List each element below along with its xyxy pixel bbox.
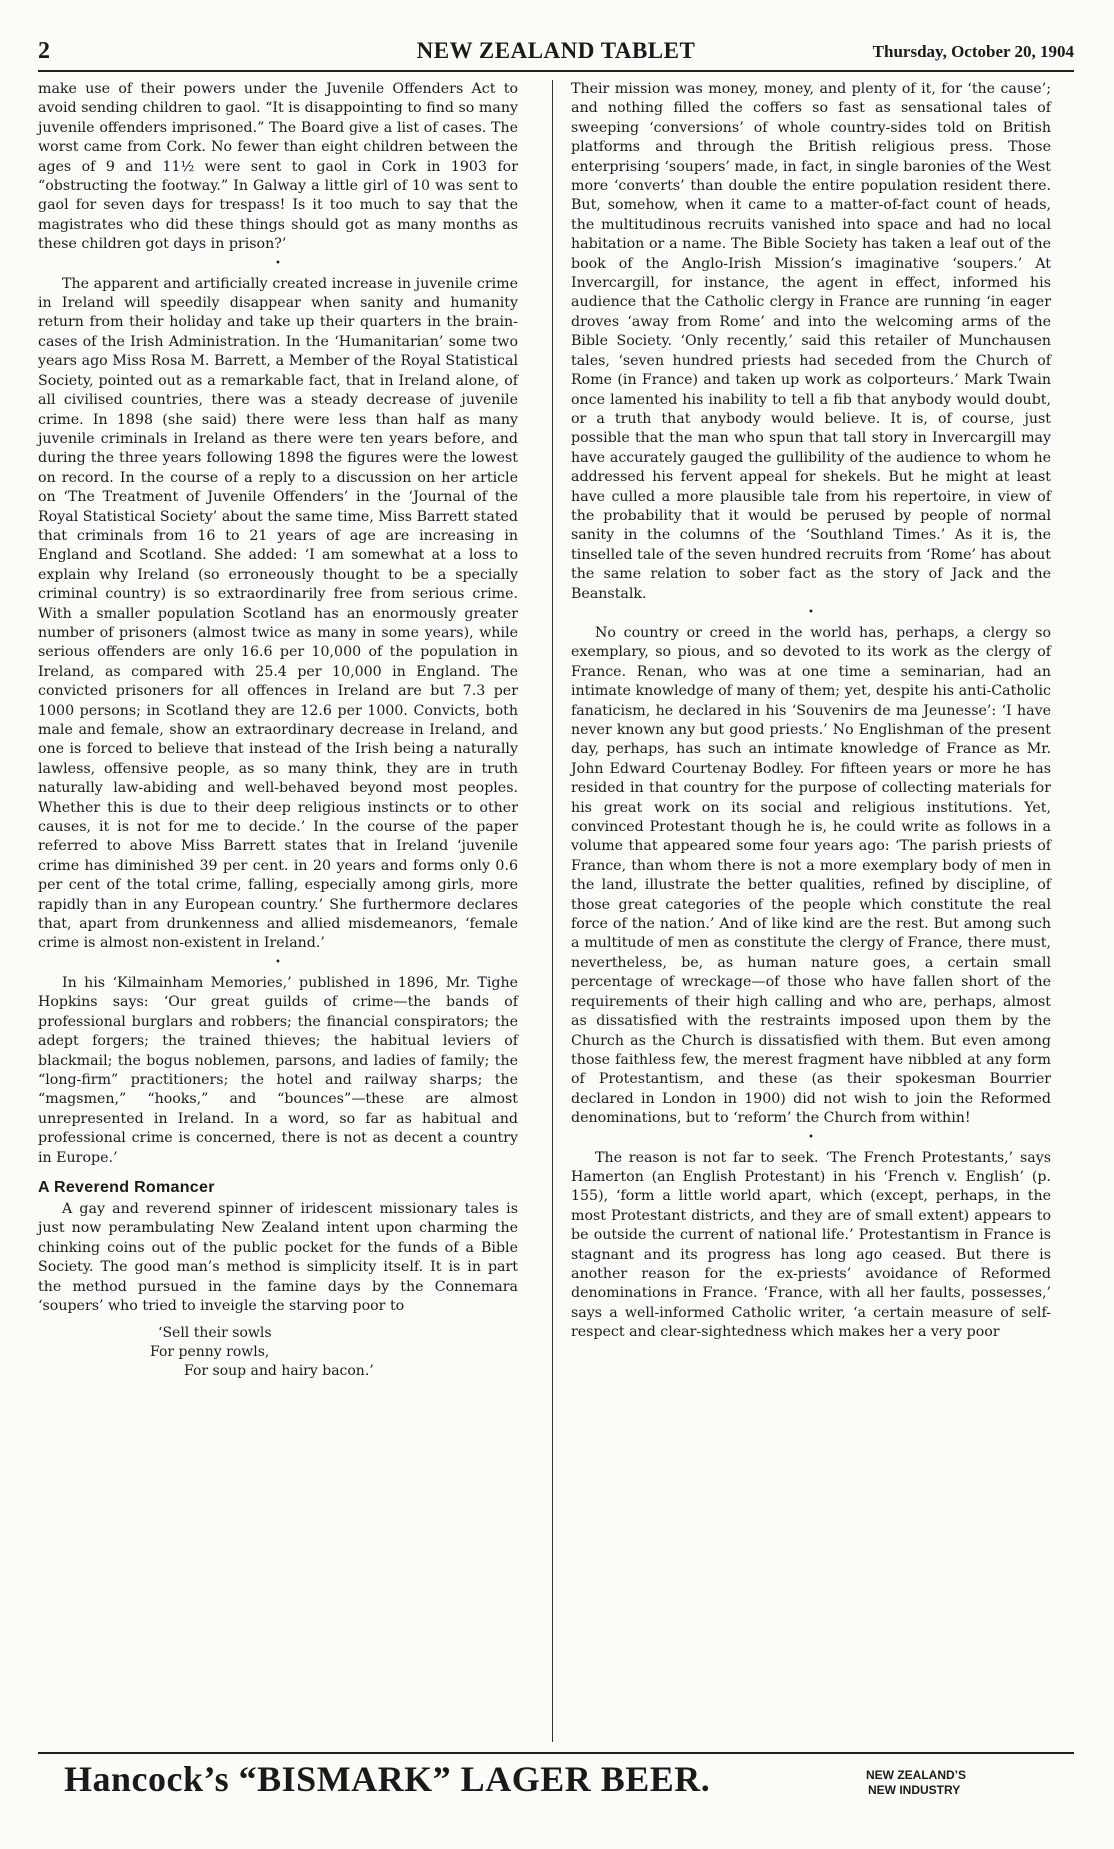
left-paragraph-1: make use of their powers under the Juvenile Offenders Act to avoid sending children to gaol. “It is disappointing to find so many juvenile offenders imprisoned.” The Board give a list of cases. The worst came from Cork. No fewer than eight children between the ages of 9 and 11½ were sent to gaol in Cork in 1903 for “obstructing the footway.” In Galway a little girl of 10 was sent to gaol for seven days for trespass! Is it too much to say that the magistrates who did these things should got as many months as these children got days in prison?’ (38, 81, 518, 253)
page-header (38, 38, 1074, 68)
right-column (571, 80, 1051, 1343)
masthead-title: NEW ZEALAND TABLET (416, 38, 696, 63)
ad-badge (866, 1768, 966, 1798)
ad-badge-line-1: NEW ZEALAND’S (866, 1768, 966, 1782)
section-heading: A Reverend Romancer (38, 1178, 215, 1196)
left-column (38, 80, 518, 1381)
beer-advertisement: Hancock’s “BISMARK” LAGER BEER. (64, 1759, 711, 1799)
right-paragraph-1: Their mission was money, money, and plenty of it, for ‘the cause’; and nothing filled the coffers so fast as sensational tales of sweeping ‘conversions’ of whole country-sides told on British platforms and through the British religious press. Those enterprising ‘soupers’ made, in fact, in single baronies of the West more ‘converts’ than double the entire population resident there. But, somehow, when it came to a matter-of-fact count of heads, the multitudinous recruits vanished into space and had no local habitation or a name. The Bible Society has taken a leaf out of the book of the Anglo-Irish Mission’s imaginative ‘soupers.’ At Invercargill, for instance, the agent in effect, informed his audience that the Catholic clergy in France are running ‘in eager droves ‘away from Rome’ and into the welcoming arms of the Bible Society. ‘Only recently,’ said this retailer of Munchausen tales, ‘seven hundred priests had seceded from the Church of Rome (in France) and taken up work as colporteurs.’ Mark Twain once lamented his inability to tell a fib that anybody would doubt, or a truth that anybody would believe. It is, of course, just possible that the man who spun that tall story in Invercargill may have accurately gauged the gullibility of the audience to whom he addressed his fervent appeal for shekels. But he might at least have culled a more plausible tale from his repertoire, in view of the probability that it would be perused by people of normal sanity in the columns of the ‘Southland Times.’ As it is, the tinselled tale of the seven hundred recruits from ‘Rome’ has about the same relation to sober fact as the story of Jack and the Beanstalk. (571, 81, 1051, 602)
header-rule (38, 70, 1074, 72)
footer-rule (38, 1752, 1074, 1754)
left-paragraph-2: The apparent and artificially created increase in juvenile crime in Ireland will speedily disappear when sanity and humanity return from their holiday and take up their quarters in the brain-cases of the Irish Administration. In the ‘Humanitarian’ some two years ago Miss Rosa M. Barrett, a Member of the Royal Statistical Society, pointed out as a remarkable fact, that in Ireland alone, of all civilised countries, there was a steady decrease of juvenile crime. In 1898 (she said) there were less than half as many juvenile criminals in Ireland as there were ten years before, and during the three years following 1898 the figures were the lowest on record. In the course of a reply to a discussion on her article on ‘The Treatment of Juvenile Offenders’ in the ‘Journal of the Royal Statistical Society’ about the same time, Miss Barrett stated that criminals from 16 to 21 years of age are increasing in England and Scotland. She added: ‘I am somewhat at a loss to explain why Ireland (so erroneously thought to be a specially criminal country) is so extraordinarily free from serious crime. With a smaller population Scotland has an enormously greater number of prisoners (almost twice as many in some years), while serious offenders are only 16.6 per 10,000 of the population in Ireland, as compared with 25.4 per 10,000 in England. The convicted prisoners for all offences in Ireland are but 7.3 per 1000 persons; in Scotland they are 12.6 per 1000. Convicts, both male and female, show an extraordinary decrease in Ireland, and one is forced to believe that instead of the Irish being a naturally lawless, offensive people, as so many think, they are in truth naturally law-abiding and well-behaved beyond most peoples. Whether this is due to their deep religious instincts or to other causes, it is not for me to decide.’ In the course of the paper referred to above Miss Barrett states that in Ireland ‘juvenile crime has diminished 39 per cent. in 20 years and forms only 0.6 per cent of the total crime, falling, especially among girls, more rapidly than in any European country.’ She furthermore declares that, apart from drunkenness and allied misdemeanors, ‘female crime is almost non-existent in Ireland.’ (38, 275, 518, 952)
ad-badge-line-2: NEW INDUSTRY (868, 1783, 961, 1797)
verse-line-3: For soup and hairy bacon.’ (184, 1363, 374, 1380)
bullet-ornament: • (808, 1131, 814, 1143)
bullet-ornament: • (808, 606, 814, 618)
verse-quote (38, 1324, 518, 1381)
bullet-ornament: • (275, 956, 281, 968)
verse-line-2: For penny rowls, (150, 1344, 270, 1361)
right-paragraph-3: The reason is not far to seek. ‘The French Protestants,’ says Hamerton (an English Protestant) in his ‘French v. English’ (p. 155), ‘form a little world apart, which (except, perhaps, in the most Protestant districts, and they are of small extent) appears to be outside the current of national life.’ Protestantism in France is stagnant and its progress has long ago ceased. But there is another reason for the ex-priests’ avoidance of Reformed denominations in France. ‘France, with all her faults, possesses,’ says a well-informed Catholic writer, ‘a certain measure of self-respect and clear-sightedness which makes her a very poor (571, 1149, 1051, 1341)
verse-line-1: ‘Sell their sowls (158, 1325, 272, 1342)
right-paragraph-2: No country or creed in the world has, perhaps, a clergy so exemplary, so pious, and so devoted to its work as the clergy of France. Renan, who was at one time a seminarian, had an intimate knowledge of many of them; yet, despite his anti-Catholic fanaticism, he declared in his ‘Souvenirs de ma Jeunesse’: ‘I have never known any but good priests.’ No Englishman of the present day, perhaps, has such an intimate knowledge of France as Mr. John Edward Courtenay Bodley. For fifteen years or more he has resided in that country for the purpose of collecting materials for his great work on its social and religious institutions. Yet, convinced Protestant though he is, he could write as follows in a volume that appeared some four years ago: ‘The parish priests of France, than whom there is not a more exemplary body of men in the land, illustrate the better qualities, refined by discipline, of those great categories of the people which constitute the real force of the nation.’ And of like kind are the rest. But among such a multitude of men as constitute the clergy of France, there must, nevertheless, be, as human nature goes, a certain small percentage of wreckage—of those who have fallen short of the requirements of their high calling and who are, perhaps, almost as dissatisfied with the restraints imposed upon them by the Church as the Church is dissatisfied with them. But even among those faithless few, the merest fragment have nibbled at any form of Protestantism, and these (as their spokesman Bourrier declared in London in 1900) did not wish to join the Reformed denominations, but to ‘reform’ the Church from within! (571, 624, 1051, 1127)
left-paragraph-3: In his ‘Kilmainham Memories,’ published in 1896, Mr. Tighe Hopkins says: ‘Our great guilds of crime—the bands of professional burglars and robbers; the financial conspirators; the adept forgers; the trained thieves; the habitual leviers of blackmail; the bogus noblemen, parsons, and ladies of family; the “long-firm” practitioners; the hotel and railway sharps; the “magsmen,” “hooks,” and “bounces”—these are almost unrepresented in Ireland. In a word, so far as habitual and professional crime is concerned, there is not as decent a country in Europe.’ (38, 974, 518, 1166)
left-paragraph-4: A gay and reverend spinner of iridescent missionary tales is just now perambulating New Zealand intent upon charming the chinking coins out of the public pocket for the funds of a Bible Society. The good man’s method is simplicity itself. It is in part the method pursued in the famine days by the Connemara ‘soupers’ who tried to inveigle the starving poor to (38, 1200, 518, 1314)
column-divider (552, 80, 553, 1742)
page-number: 2 (38, 38, 50, 64)
bullet-ornament: • (275, 257, 281, 269)
issue-date: Thursday, October 20, 1904 (872, 42, 1074, 61)
